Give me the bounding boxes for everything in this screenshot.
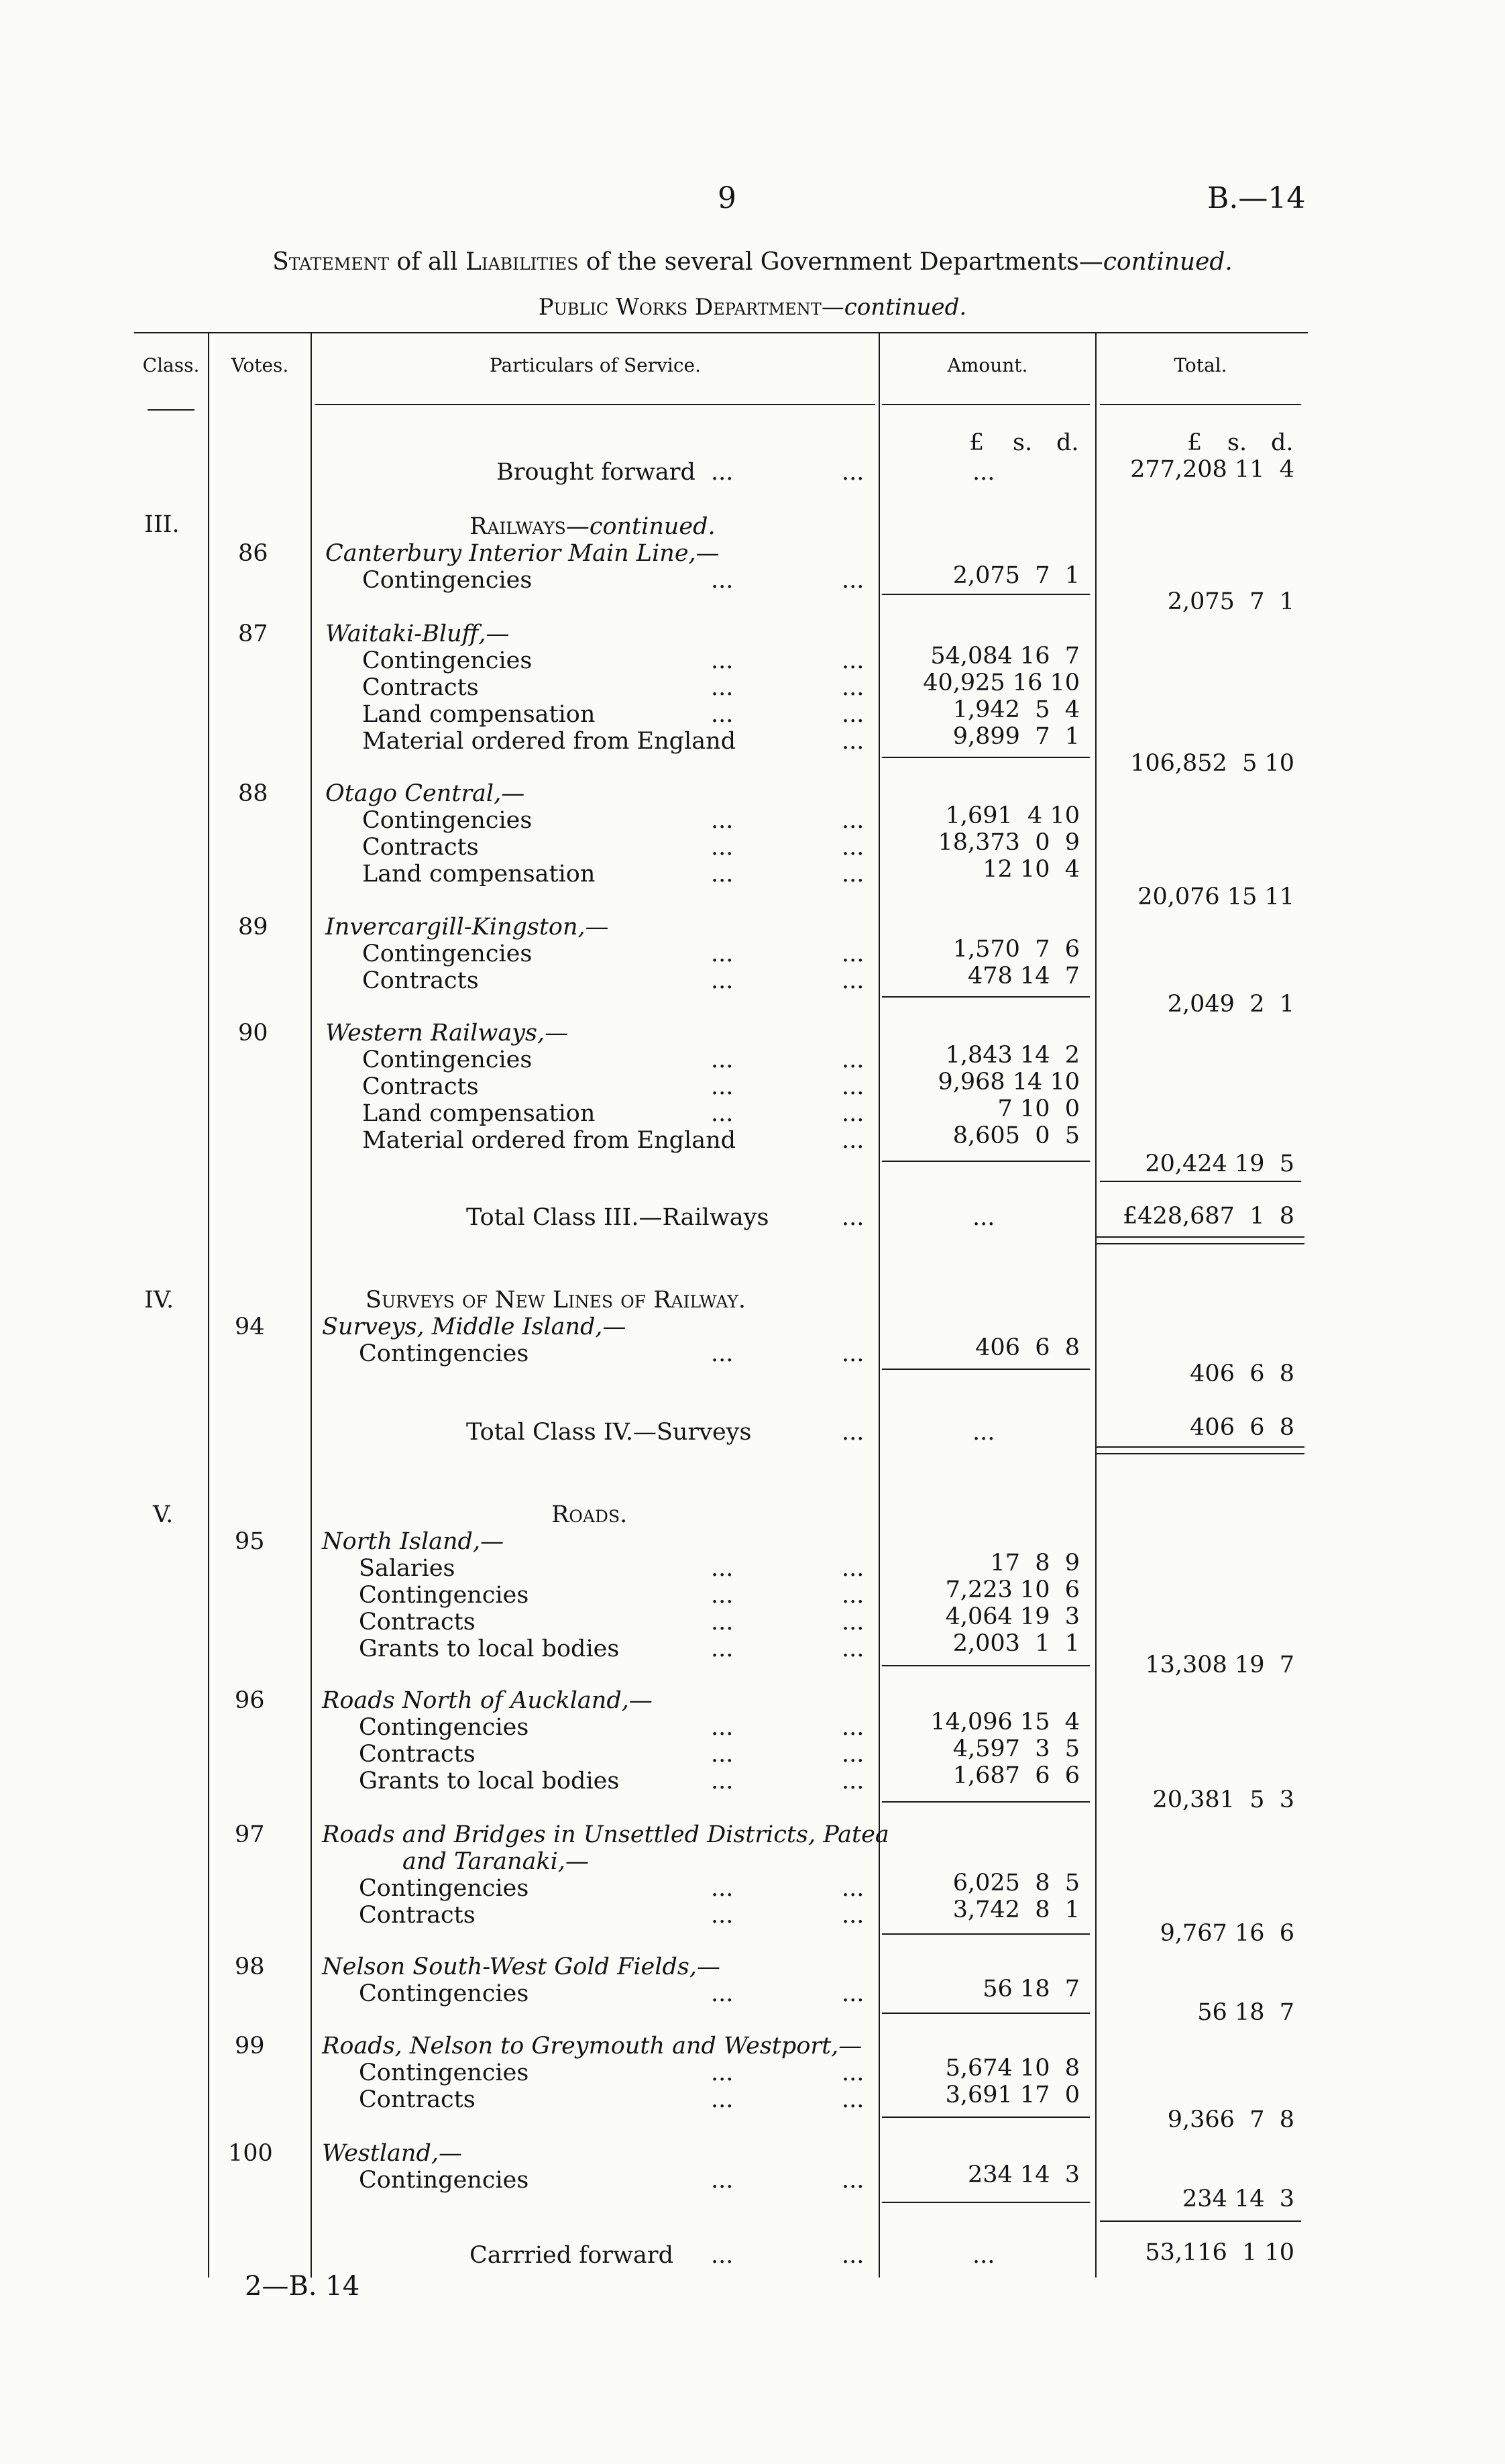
subtotal-rule (882, 1369, 1090, 1370)
class-heading: Surveys of New Lines of Railway. (366, 1287, 746, 1314)
dot-leader: ... (842, 2167, 865, 2194)
vote-total: 13,308 19 7 (1145, 1652, 1294, 1678)
total-d-header: d. (1271, 429, 1294, 456)
title-prefix: Statement (272, 248, 390, 276)
item-amount: 3,742 8 1 (952, 1896, 1080, 1923)
dot-leader: ... (842, 1714, 865, 1741)
dot-leader: ... (842, 1609, 865, 1636)
dot-leader: ... (711, 701, 734, 728)
item-label: Contingencies (359, 1714, 529, 1741)
title-mid2: of the several Government Departments— (578, 248, 1103, 276)
dot-leader: ... (711, 1073, 734, 1100)
dot-leader: ... (842, 1073, 865, 1100)
item-label: Land compensation (362, 701, 596, 728)
item-amount: 4,597 3 5 (952, 1735, 1080, 1762)
item-label: Salaries (359, 1555, 455, 1582)
dot-leader: ... (842, 1980, 865, 2007)
dot-leader: ... (842, 1127, 865, 1154)
item-amount: 478 14 7 (968, 963, 1080, 989)
vote-number: 98 (235, 1953, 265, 1980)
dot-leader: ... (842, 1100, 865, 1127)
class-roman: III. (144, 511, 180, 538)
dot-leader: ... (711, 1609, 734, 1636)
dot-leader: ... (711, 2086, 734, 2113)
item-amount: 6,025 8 5 (952, 1870, 1080, 1896)
dot-leader: ... (711, 807, 734, 834)
item-amount: 40,925 16 10 (923, 669, 1080, 696)
subtotal-rule (882, 2013, 1090, 2014)
subtotal-rule (1100, 2220, 1301, 2222)
dot-leader: ... (711, 1768, 734, 1795)
dot-leader: ... (842, 807, 865, 834)
dot-leader: ... (711, 567, 734, 594)
dot-leader: ... (842, 1902, 865, 1929)
amount-d-header: d. (1056, 429, 1079, 456)
item-label: Contracts (359, 1609, 476, 1636)
dot-leader: ... (842, 647, 865, 674)
item-label: Grants to local bodies (359, 1636, 620, 1662)
vote-number: 99 (235, 2033, 265, 2059)
item-amount: 406 6 8 (975, 1334, 1080, 1361)
item-label: Contracts (359, 1902, 476, 1929)
amount-column-rule-left (879, 332, 880, 2278)
vote-name: Roads North of Auckland,— (322, 1687, 653, 1714)
item-label: Contingencies (362, 567, 533, 594)
item-label: Land compensation (362, 1100, 596, 1127)
item-label: Grants to local bodies (359, 1768, 620, 1795)
item-label: Contracts (359, 2086, 476, 2113)
department-subtitle (0, 294, 1505, 321)
dot-leader: ... (842, 861, 865, 888)
statement-title (0, 248, 1505, 276)
vote-total: 234 14 3 (1182, 2186, 1294, 2212)
carried-forward-label: Carrried forward (469, 2242, 673, 2269)
dot-leader: ... (711, 1714, 734, 1741)
vote-name: Roads, Nelson to Greymouth and Westport,— (322, 2033, 862, 2059)
header-rule-class (148, 409, 194, 411)
document-code: B.—14 (1207, 181, 1306, 215)
item-label: Land compensation (362, 861, 596, 888)
item-amount: 8,605 0 5 (952, 1122, 1080, 1149)
vote-total: 20,381 5 3 (1152, 1786, 1294, 1813)
dot-leader: ... (711, 1980, 734, 2007)
dot-leader: ... (711, 1741, 734, 1768)
item-amount: 3,691 17 0 (945, 2082, 1080, 2108)
item-label: Contingencies (359, 2059, 529, 2086)
dot-leader: ... (711, 967, 734, 994)
vote-number: 97 (235, 1821, 265, 1848)
vote-total: 20,076 15 11 (1137, 883, 1294, 910)
item-label: Material ordered from England (362, 728, 736, 755)
dot-leader: ... (711, 2242, 734, 2269)
dot-leader: ... (842, 834, 865, 861)
amount-pound-header: £ (969, 429, 985, 456)
item-label: Contingencies (362, 647, 533, 674)
dot-leader: ... (972, 1419, 995, 1446)
vote-number: 90 (238, 1020, 268, 1047)
subtotal-rule (882, 1801, 1090, 1803)
item-label: Contracts (362, 674, 479, 701)
vote-total: 20,424 19 5 (1145, 1150, 1294, 1177)
dot-leader: ... (842, 1340, 865, 1367)
vote-total: 9,366 7 8 (1167, 2106, 1294, 2133)
item-amount: 1,691 4 10 (945, 802, 1080, 829)
subtotal-rule (882, 2202, 1090, 2203)
dot-leader: ... (711, 941, 734, 967)
subtitle-dash: — (821, 294, 844, 321)
amount-s-header: s. (1013, 429, 1033, 456)
item-label: Contingencies (359, 1875, 529, 1902)
class-total-label: Total Class III.—Railways (466, 1204, 769, 1231)
header-rule-amount (882, 404, 1090, 405)
vote-name: Roads and Bridges in Unsettled Districts, Patea (322, 1821, 889, 1848)
dot-leader: ... (711, 1340, 734, 1367)
vote-name-continuation: and Taranaki,— (402, 1848, 589, 1875)
vote-number: 86 (238, 540, 268, 567)
class-total: £428,687 1 8 (1122, 1203, 1294, 1230)
class-total-double-rule (1095, 1446, 1304, 1454)
carried-forward-total: 53,116 1 10 (1145, 2239, 1294, 2266)
class-total-label: Total Class IV.—Surveys (466, 1419, 752, 1446)
vote-total: 2,075 7 1 (1167, 588, 1294, 615)
item-amount: 54,084 16 7 (930, 643, 1080, 669)
dot-leader: ... (711, 2167, 734, 2194)
particulars-column-rule (311, 332, 312, 2278)
vote-number: 100 (228, 2140, 273, 2167)
vote-name: Westland,— (322, 2140, 462, 2167)
dot-leader: ... (711, 1582, 734, 1609)
brought-forward-amount: ... (972, 459, 995, 486)
class-roman: IV. (144, 1287, 174, 1314)
item-amount: 14,096 15 4 (930, 1709, 1080, 1735)
subtitle-continued: continued. (844, 294, 967, 321)
dot-leader: ... (842, 674, 865, 701)
item-amount: 18,373 0 9 (938, 829, 1080, 856)
item-amount: 9,968 14 10 (938, 1069, 1080, 1095)
subtotal-rule (882, 1161, 1090, 1162)
vote-number: 88 (238, 780, 268, 807)
header-votes: Votes. (231, 354, 289, 376)
subtitle-department: Public Works Department (538, 294, 822, 321)
dot-leader: ... (711, 1047, 734, 1073)
dot-leader: ... (842, 1582, 865, 1609)
dot-leader: ... (842, 1741, 865, 1768)
item-label: Contracts (359, 1741, 476, 1768)
item-label: Contingencies (359, 1582, 529, 1609)
subtotal-rule (882, 996, 1090, 998)
dot-leader: ... (842, 967, 865, 994)
class-total: 406 6 8 (1190, 1414, 1294, 1441)
header-particulars: Particulars of Service. (489, 354, 702, 376)
votes-column-rule (208, 332, 209, 2278)
vote-name: North Island,— (322, 1528, 504, 1555)
dot-leader: ... (711, 1875, 734, 1902)
item-amount: 9,899 7 1 (952, 723, 1080, 750)
vote-number: 87 (238, 621, 268, 647)
title-liabilities: Liabilities (465, 248, 579, 276)
item-label: Contracts (362, 1073, 479, 1100)
subtotal-rule (882, 594, 1090, 595)
item-label: Contingencies (359, 1340, 529, 1367)
total-pound-header: £ (1187, 429, 1203, 456)
item-amount: 2,075 7 1 (952, 562, 1080, 589)
carried-forward-amount: ... (972, 2242, 995, 2269)
dot-leader: ... (711, 1100, 734, 1127)
brought-forward-label: Brought forward (496, 459, 695, 486)
item-amount: 1,942 5 4 (952, 696, 1080, 723)
subtotal-rule (882, 757, 1090, 758)
dot-leader: ... (842, 459, 865, 486)
item-label: Contingencies (362, 807, 533, 834)
subtotal-rule (1100, 1181, 1301, 1182)
dot-leader: ... (711, 834, 734, 861)
dot-leader: ... (842, 941, 865, 967)
class-heading (469, 513, 716, 540)
dot-leader: ... (711, 2059, 734, 2086)
dot-leader: ... (842, 2086, 865, 2113)
vote-total: 9,767 16 6 (1160, 1920, 1294, 1947)
subtotal-rule (882, 1665, 1090, 1666)
dot-leader: ... (711, 1636, 734, 1662)
dot-leader: ... (842, 1636, 865, 1662)
item-amount: 1,843 14 2 (945, 1042, 1080, 1069)
dot-leader: ... (842, 1047, 865, 1073)
item-amount: 5,674 10 8 (945, 2055, 1080, 2082)
brought-forward-total: 277,208 11 4 (1130, 456, 1294, 483)
item-amount: 1,687 6 6 (952, 1762, 1080, 1789)
class-heading: Roads. (551, 1501, 628, 1528)
vote-number: 89 (238, 914, 268, 941)
item-amount: 12 10 4 (983, 856, 1080, 883)
dot-leader: ... (842, 1555, 865, 1582)
page-number: 9 (718, 181, 736, 215)
item-label: Contracts (362, 834, 479, 861)
footer-signature: 2—B. 14 (245, 2271, 360, 2302)
header-amount: Amount. (947, 354, 1028, 376)
vote-number: 94 (235, 1314, 265, 1340)
item-amount: 1,570 7 6 (952, 936, 1080, 963)
header-class: Class. (142, 354, 200, 376)
dot-leader: ... (842, 2242, 865, 2269)
item-amount: 2,003 1 1 (952, 1630, 1080, 1657)
item-label: Contingencies (359, 1980, 529, 2007)
vote-name: Western Railways,— (325, 1020, 569, 1047)
class-heading-text: Railways (469, 513, 566, 540)
dot-leader: ... (842, 567, 865, 594)
item-amount: 7,223 10 6 (945, 1576, 1080, 1603)
vote-name: Otago Central,— (325, 780, 525, 807)
vote-name: Waitaki-Bluff,— (325, 621, 510, 647)
dot-leader: ... (972, 1204, 995, 1231)
dot-leader: ... (711, 1902, 734, 1929)
dot-leader: ... (711, 674, 734, 701)
class-roman: V. (153, 1501, 174, 1528)
item-amount: 234 14 3 (968, 2161, 1080, 2188)
dot-leader: ... (711, 647, 734, 674)
vote-name: Nelson South-West Gold Fields,— (322, 1953, 720, 1980)
item-label: Material ordered from England (362, 1127, 736, 1154)
item-amount: 17 8 9 (990, 1550, 1080, 1576)
item-amount: 56 18 7 (983, 1976, 1080, 2002)
header-total: Total. (1174, 354, 1227, 376)
header-rule-particulars (315, 404, 875, 405)
vote-number: 96 (235, 1687, 265, 1714)
title-continued: continued. (1103, 248, 1233, 276)
vote-name: Canterbury Interior Main Line,— (325, 540, 720, 567)
header-rule-total (1100, 404, 1301, 405)
dot-leader: ... (842, 701, 865, 728)
dot-leader: ... (711, 861, 734, 888)
amount-column-rule-right (1095, 332, 1097, 2278)
item-label: Contingencies (359, 2167, 529, 2194)
item-amount: 4,064 19 3 (945, 1603, 1080, 1630)
subtotal-rule (882, 1933, 1090, 1935)
subtotal-rule (882, 2117, 1090, 2118)
dot-leader: ... (842, 1419, 865, 1446)
vote-total: 2,049 2 1 (1167, 991, 1294, 1018)
title-mid1: of all (389, 248, 465, 276)
class-total-double-rule (1095, 1236, 1304, 1244)
item-amount: 7 10 0 (997, 1095, 1080, 1122)
vote-number: 95 (235, 1528, 265, 1555)
dot-leader: ... (711, 1555, 734, 1582)
vote-total: 106,852 5 10 (1130, 750, 1294, 777)
item-label: Contingencies (362, 1047, 533, 1073)
class-heading-continued: —continued. (565, 513, 716, 540)
item-label: Contingencies (362, 941, 533, 967)
dot-leader: ... (842, 1875, 865, 1902)
total-s-header: s. (1227, 429, 1247, 456)
vote-total: 406 6 8 (1190, 1360, 1294, 1387)
item-label: Contracts (362, 967, 479, 994)
vote-name: Invercargill-Kingston,— (325, 914, 609, 941)
dot-leader: ... (842, 728, 865, 755)
dot-leader: ... (842, 1204, 865, 1231)
dot-leader: ... (842, 2059, 865, 2086)
dot-leader: ... (711, 459, 734, 486)
vote-name: Surveys, Middle Island,— (322, 1314, 626, 1340)
dot-leader: ... (842, 1768, 865, 1795)
vote-total: 56 18 7 (1197, 1999, 1294, 2026)
